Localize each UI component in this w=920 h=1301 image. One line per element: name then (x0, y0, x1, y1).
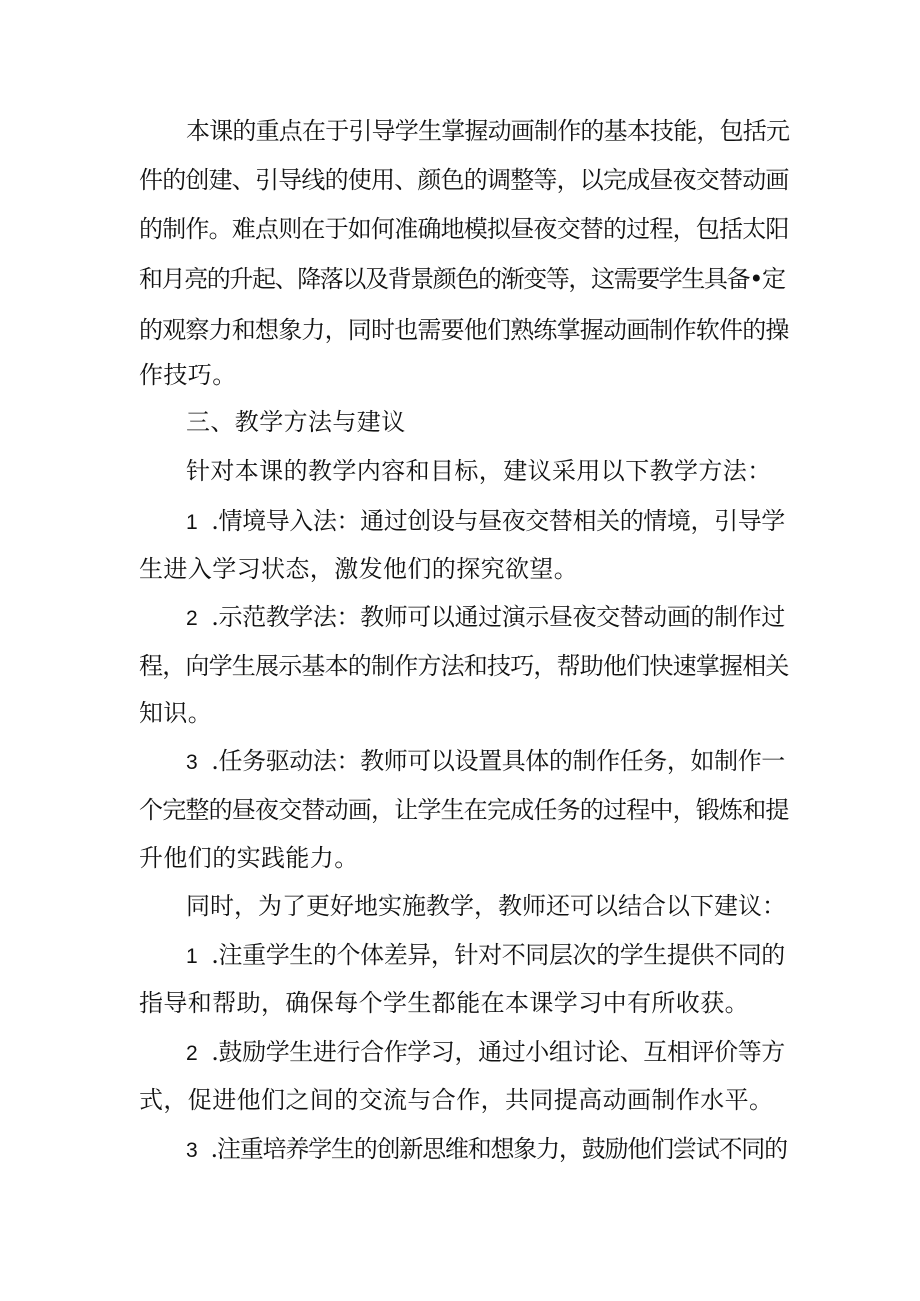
list-number: 3 (186, 1139, 197, 1162)
paragraph-line (0, 983, 920, 1023)
paragraph-line (0, 790, 920, 830)
line-text: 和月亮的升起、降落以及背景颜色的渐变等，这需要学生具备•定 (139, 265, 785, 293)
line-text: 知识。 (139, 699, 213, 727)
line-text: .任务驱动法：教师可以设置具体的制作任务，如制作一 (211, 747, 785, 775)
list-item (0, 741, 920, 781)
line-text: .注重培养学生的创新思维和想象力，鼓励他们尝试不同的 (210, 1135, 787, 1163)
line-text: 针对本课的教学内容和目标，建议采用以下教学方法： (186, 457, 772, 485)
list-number: 2 (186, 607, 198, 630)
paragraph-line (0, 693, 920, 733)
list-number: 1 (186, 511, 198, 534)
line-text: 升他们的实践能力。 (139, 844, 359, 872)
line-text: 的制作。难点则在于如何准确地模拟昼夜交替的过程，包括太阳 (139, 215, 789, 243)
paragraph-line (0, 838, 920, 878)
list-number: 1 (186, 945, 198, 968)
paragraph-line (0, 111, 920, 151)
line-text: 个完整的昼夜交替动画，让学生在完成任务的过程中，锻炼和提 (139, 796, 789, 824)
line-text: .鼓励学生进行合作学习，通过小组讨论、互相评价等方 (211, 1038, 785, 1066)
list-item (0, 597, 920, 637)
paragraph-line (0, 451, 920, 491)
line-text: 的观察力和想象力，同时也需要他们熟练掌握动画制作软件的操 (139, 316, 789, 344)
section-heading (0, 402, 920, 442)
list-number: 2 (186, 1042, 198, 1065)
paragraph-line (0, 549, 920, 589)
line-text: 件的创建、引导线的使用、颜色的调整等，以完成昼夜交替动画 (139, 166, 789, 194)
line-text: .情境导入法：通过创设与昼夜交替相关的情境，引导学 (211, 507, 785, 535)
list-item (0, 1032, 920, 1072)
paragraph-line (0, 886, 920, 926)
paragraph-line (0, 355, 920, 395)
line-text: .注重学生的个体差异，针对不同层次的学生提供不同的 (211, 941, 785, 969)
line-text: 式，促进他们之间的交流与合作，共同提高动画制作水平。 (139, 1086, 774, 1114)
paragraph-line (0, 310, 920, 350)
paragraph-line (0, 1080, 920, 1120)
line-text: 本课的重点在于引导学生掌握动画制作的基本技能，包括元 (186, 117, 790, 145)
paragraph-line (0, 646, 920, 686)
list-item (0, 501, 920, 541)
paragraph-line (0, 259, 920, 299)
line-text: 指导和帮助，确保每个学生都能在本课学习中有所收获。 (139, 989, 749, 1017)
list-item (0, 1129, 920, 1169)
line-text: 作技巧。 (139, 361, 237, 389)
line-text: .示范教学法：教师可以通过演示昼夜交替动画的制作过 (211, 603, 785, 631)
heading-text: 三、教学方法与建议 (186, 408, 406, 436)
line-text: 程，向学生展示基本的制作方法和技巧，帮助他们快速掌握相关 (139, 652, 789, 680)
list-item (0, 935, 920, 975)
line-text: 生进入学习状态，激发他们的探究欲望。 (139, 555, 579, 583)
paragraph-line (0, 160, 920, 200)
list-number: 3 (186, 751, 198, 774)
paragraph-line (0, 209, 920, 249)
line-text: 同时，为了更好地实施教学，教师还可以结合以下建议： (186, 892, 786, 920)
